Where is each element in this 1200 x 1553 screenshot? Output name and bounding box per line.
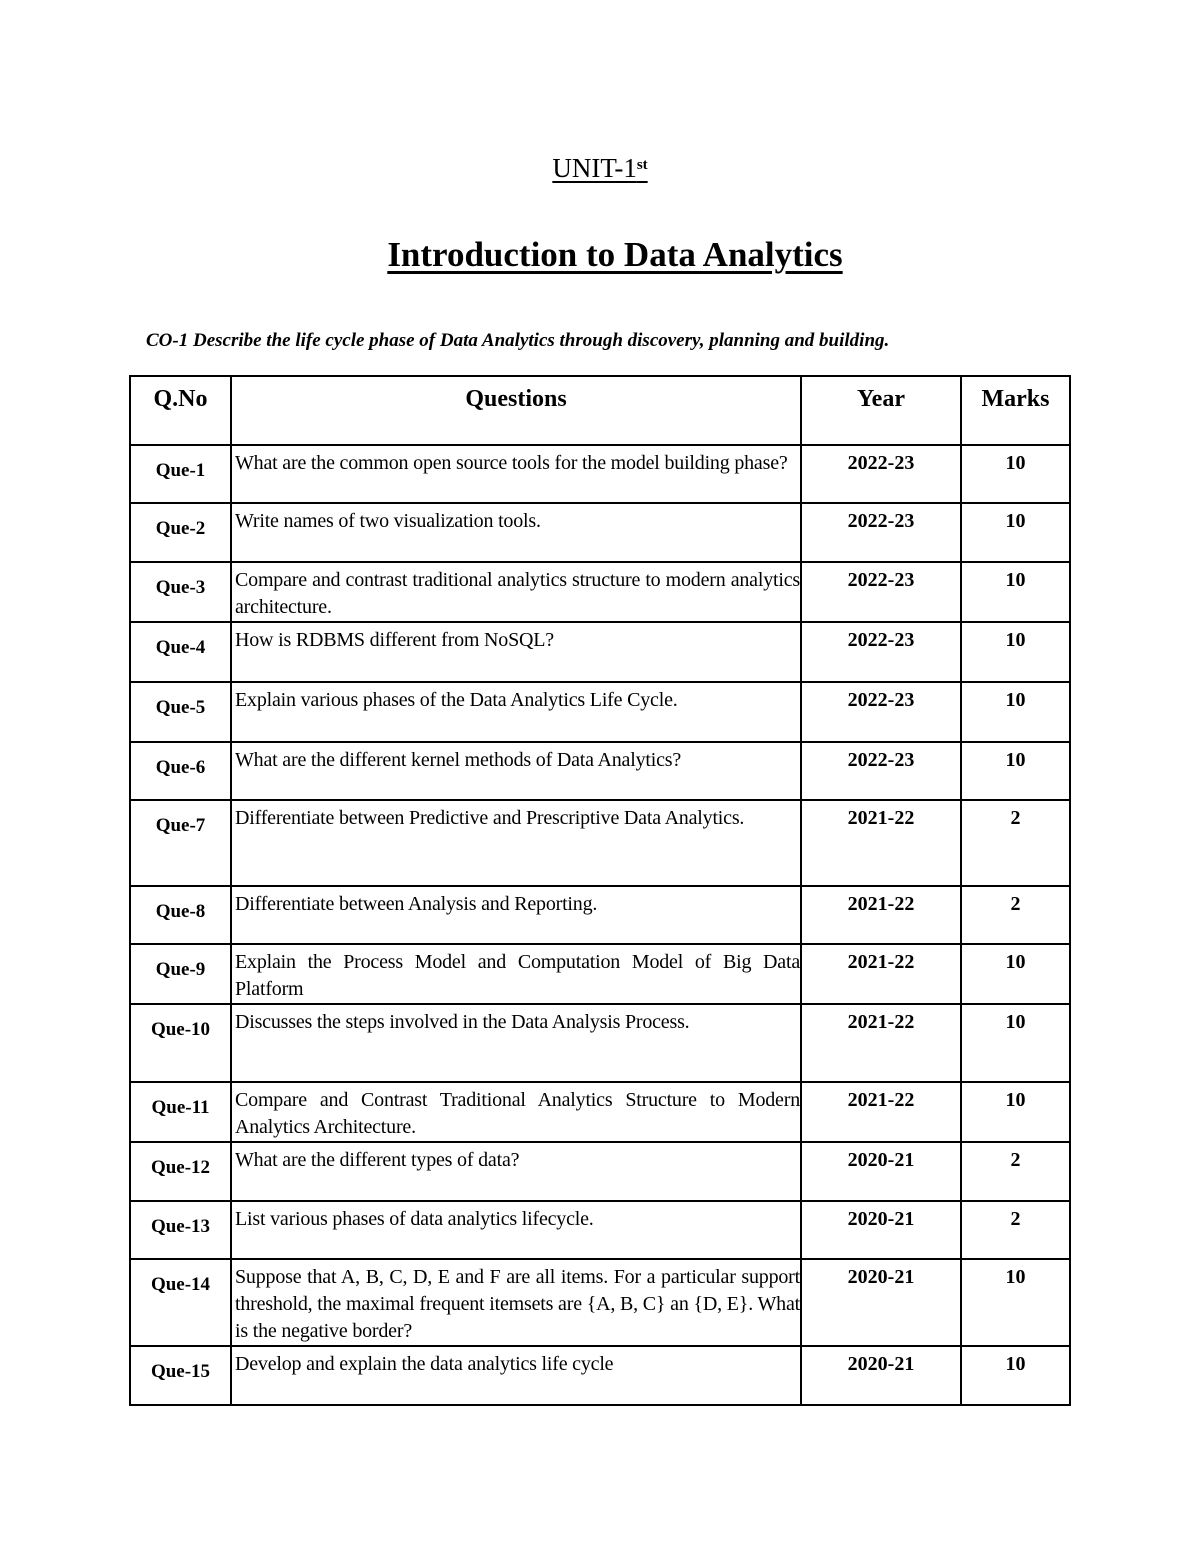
header-year: Year xyxy=(801,376,961,445)
table-row xyxy=(130,886,1070,944)
qno-cell: Que-7 xyxy=(130,800,231,886)
question-cell: What are the different kernel methods of Data Analytics? xyxy=(231,742,801,800)
questions-table xyxy=(129,375,1071,1406)
marks-cell: 10 xyxy=(961,742,1070,800)
header-qno: Q.No xyxy=(130,376,231,445)
year-cell: 2022-23 xyxy=(801,682,961,742)
marks-cell: 10 xyxy=(961,622,1070,682)
qno-cell: Que-15 xyxy=(130,1346,231,1405)
year-cell: 2022-23 xyxy=(801,445,961,503)
marks-cell: 10 xyxy=(961,1346,1070,1405)
qno-cell: Que-8 xyxy=(130,886,231,944)
question-cell: Differentiate between Predictive and Prescriptive Data Analytics. xyxy=(231,800,801,886)
unit-heading xyxy=(0,150,1200,186)
qno-cell: Que-9 xyxy=(130,944,231,1004)
question-cell: Compare and Contrast Traditional Analytics Structure to Modern Analytics Architecture. xyxy=(231,1082,801,1142)
qno-cell: Que-4 xyxy=(130,622,231,682)
table-row xyxy=(130,682,1070,742)
year-cell: 2021-22 xyxy=(801,800,961,886)
question-cell: Explain various phases of the Data Analytics Life Cycle. xyxy=(231,682,801,742)
question-cell: Differentiate between Analysis and Reporting. xyxy=(231,886,801,944)
question-cell: Compare and contrast traditional analytics structure to modern analytics architecture. xyxy=(231,562,801,622)
year-cell: 2021-22 xyxy=(801,1082,961,1142)
qno-cell: Que-11 xyxy=(130,1082,231,1142)
table-row xyxy=(130,800,1070,886)
marks-cell: 2 xyxy=(961,1142,1070,1201)
table-row xyxy=(130,1082,1070,1142)
question-cell: What are the different types of data? xyxy=(231,1142,801,1201)
year-cell: 2022-23 xyxy=(801,622,961,682)
question-cell: How is RDBMS different from NoSQL? xyxy=(231,622,801,682)
qno-cell: Que-2 xyxy=(130,503,231,562)
marks-cell: 10 xyxy=(961,445,1070,503)
table-header-row xyxy=(130,376,1070,445)
marks-cell: 10 xyxy=(961,944,1070,1004)
table-row xyxy=(130,944,1070,1004)
unit-suffix: st xyxy=(636,157,648,173)
question-cell: Explain the Process Model and Computation Model of Big Data Platform xyxy=(231,944,801,1004)
year-cell: 2021-22 xyxy=(801,886,961,944)
year-cell: 2020-21 xyxy=(801,1259,961,1346)
marks-cell: 10 xyxy=(961,682,1070,742)
marks-cell: 10 xyxy=(961,1004,1070,1082)
question-cell: List various phases of data analytics lifecycle. xyxy=(231,1201,801,1259)
qno-cell: Que-10 xyxy=(130,1004,231,1082)
question-cell: What are the common open source tools for the model building phase? xyxy=(231,445,801,503)
year-cell: 2020-21 xyxy=(801,1142,961,1201)
qno-cell: Que-5 xyxy=(130,682,231,742)
marks-cell: 10 xyxy=(961,1259,1070,1346)
qno-cell: Que-14 xyxy=(130,1259,231,1346)
table-row xyxy=(130,562,1070,622)
table-row xyxy=(130,742,1070,800)
question-cell: Discusses the steps involved in the Data Analysis Process. xyxy=(231,1004,801,1082)
header-questions: Questions xyxy=(231,376,801,445)
table-row xyxy=(130,1346,1070,1405)
year-cell: 2022-23 xyxy=(801,503,961,562)
page-title: Introduction to Data Analytics xyxy=(387,235,843,274)
year-cell: 2021-22 xyxy=(801,1004,961,1082)
marks-cell: 2 xyxy=(961,1201,1070,1259)
marks-cell: 2 xyxy=(961,800,1070,886)
qno-cell: Que-13 xyxy=(130,1201,231,1259)
marks-cell: 10 xyxy=(961,562,1070,622)
table-row xyxy=(130,503,1070,562)
year-cell: 2020-21 xyxy=(801,1201,961,1259)
qno-cell: Que-12 xyxy=(130,1142,231,1201)
header-marks: Marks xyxy=(961,376,1070,445)
unit-label: UNIT-1 xyxy=(552,153,637,183)
qno-cell: Que-1 xyxy=(130,445,231,503)
question-cell: Suppose that A, B, C, D, E and F are all items. For a particular support threshold, the maximal frequent itemsets are {A, B, C} an {D, E}. What is the negative border? xyxy=(231,1259,801,1346)
marks-cell: 10 xyxy=(961,1082,1070,1142)
marks-cell: 10 xyxy=(961,503,1070,562)
question-cell: Develop and explain the data analytics life cycle xyxy=(231,1346,801,1405)
qno-cell: Que-6 xyxy=(130,742,231,800)
question-cell: Write names of two visualization tools. xyxy=(231,503,801,562)
table-row xyxy=(130,1142,1070,1201)
table-row xyxy=(130,1201,1070,1259)
year-cell: 2022-23 xyxy=(801,562,961,622)
qno-cell: Que-3 xyxy=(130,562,231,622)
table-row xyxy=(130,1259,1070,1346)
course-outcome: CO-1 Describe the life cycle phase of Data Analytics through discovery, planning and building. xyxy=(146,330,890,351)
table-row xyxy=(130,445,1070,503)
table-row xyxy=(130,622,1070,682)
table-row xyxy=(130,1004,1070,1082)
year-cell: 2022-23 xyxy=(801,742,961,800)
year-cell: 2020-21 xyxy=(801,1346,961,1405)
marks-cell: 2 xyxy=(961,886,1070,944)
year-cell: 2021-22 xyxy=(801,944,961,1004)
